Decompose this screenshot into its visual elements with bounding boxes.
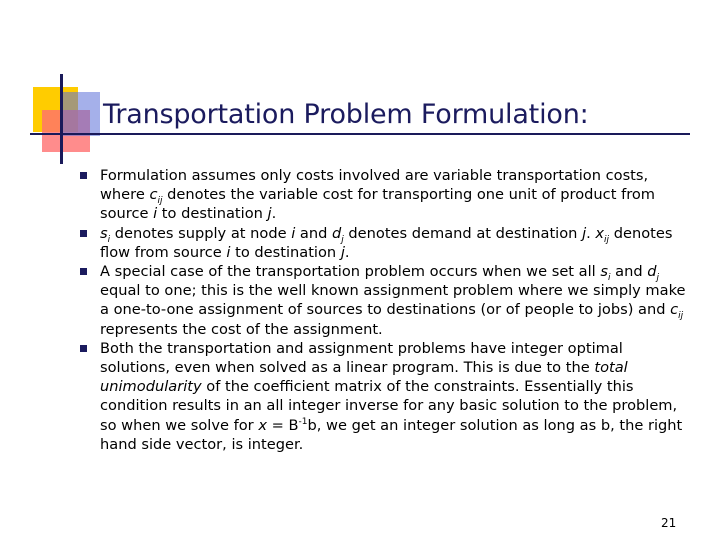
- title-underline: [30, 133, 690, 135]
- slide-number: 21: [661, 516, 677, 530]
- decorative-blue-square: [62, 92, 100, 136]
- decorative-vertical-line: [60, 74, 63, 164]
- bullet-item-1: Formulation assumes only costs involved are variable transportation costs, where $c_{ij}$ denotes the variable cost for transporting one unit of product from source i to destination j.: [80, 166, 692, 224]
- square-bullet-icon: [80, 345, 87, 352]
- square-bullet-icon: [80, 268, 87, 275]
- bullet-item-3: A special case of the transportation problem occurs when we set all $s_i$ and $d_j$ equal to one; this is the well known assignment problem where we simply make a one-to-one assignment of sources to destinations (or of people to jobs) and $c_{ij}$ represents the cost of the assignment.: [80, 262, 692, 339]
- bullet-list: [80, 166, 692, 454]
- bullet-item-4: Both the transportation and assignment problems have integer optimal solutions, even when solved as a linear program. This is due to the total unimodularity of the coefficient matrix of the constraints. Essentially this condition results in an all integer inverse for any basic solution to the problem, so when we solve for $x = B^{-1}b$, we get an integer solution as long as b, the right hand side vector, is integer.: [80, 339, 692, 454]
- square-bullet-icon: [80, 230, 87, 237]
- slide-title: Transportation Problem Formulation:: [103, 99, 589, 130]
- bullet-item-2: $s_i$ denotes supply at node i and $d_j$ denotes demand at destination j. $x_{ij}$ denotes flow from source i to destination j.: [80, 224, 692, 262]
- square-bullet-icon: [80, 172, 87, 179]
